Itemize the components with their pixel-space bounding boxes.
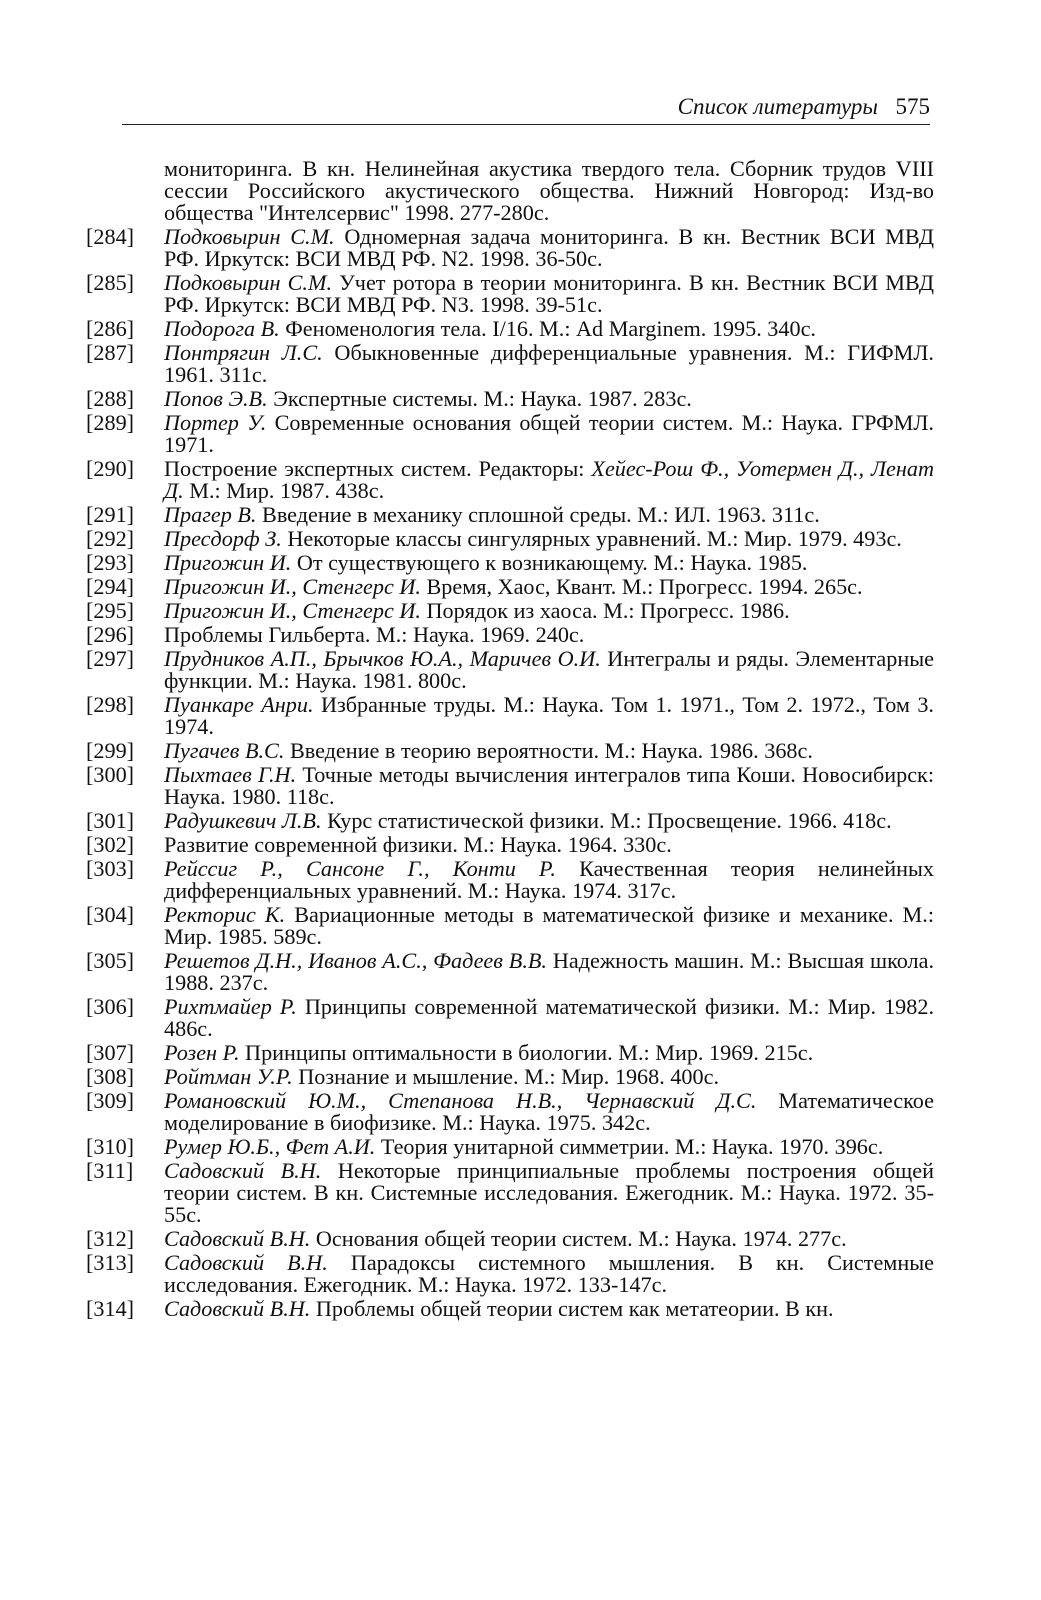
reference-text (164, 318, 934, 340)
reference-number: [284] (86, 224, 135, 249)
reference-number: [286] (86, 316, 135, 341)
reference-authors: Пресдорф З. (164, 526, 282, 551)
reference-authors: Рихтмайер Р. (164, 994, 297, 1019)
reference-entry (86, 764, 934, 808)
reference-authors: Садовский В.Н. (164, 1250, 328, 1275)
reference-details: Теория унитарной симметрии. М.: Наука. 1970. 396с. (375, 1134, 884, 1159)
reference-details: От существующего к возникающему. М.: Наука. 1985. (291, 550, 808, 575)
reference-text (164, 1136, 934, 1158)
reference-entry (86, 996, 934, 1040)
reference-authors: Пуанкаре Анри. (164, 692, 314, 717)
reference-entry (86, 576, 934, 598)
reference-text (164, 764, 934, 808)
reference-entry (86, 412, 934, 456)
reference-text (164, 576, 934, 598)
reference-entry (86, 694, 934, 738)
reference-authors: Садовский В.Н. (164, 1226, 311, 1251)
reference-number: [296] (86, 622, 135, 647)
reference-number: [294] (86, 574, 135, 599)
reference-number: [301] (86, 808, 135, 833)
reference-details: Парадоксы системного мышления. В кн. Системные исследования. Ежегодник. М.: Наука. 1972. 133-147с. (164, 1250, 934, 1297)
reference-entry (86, 1066, 934, 1088)
reference-authors: Подорога В. (164, 316, 280, 341)
reference-number: [297] (86, 646, 135, 671)
reference-details: Порядок из хаоса. М.: Прогресс. 1986. (420, 598, 790, 623)
reference-details: Избранные труды. М.: Наука. Том 1. 1971., Том 2. 1972., Том 3. 1974. (164, 692, 934, 739)
reference-entry (86, 740, 934, 762)
page-header (122, 88, 930, 125)
reference-text (164, 834, 934, 856)
reference-authors: Садовский В.Н. (164, 1296, 311, 1321)
reference-number: [293] (86, 550, 135, 575)
reference-details: Курс статистической физики. М.: Просвещение. 1966. 418с. (321, 808, 892, 833)
reference-entry (86, 272, 934, 316)
reference-entry (86, 1090, 934, 1134)
reference-details: Надежность машин. М.: Высшая школа. 1988. 237с. (164, 948, 934, 995)
reference-authors: Рейссиг Р., Сансоне Г., Конти Р. (164, 856, 556, 881)
reference-number: [295] (86, 598, 135, 623)
reference-number: [314] (86, 1296, 135, 1321)
reference-text (164, 1228, 934, 1250)
reference-number: [303] (86, 856, 135, 881)
reference-number: [299] (86, 738, 135, 763)
reference-text (164, 272, 934, 316)
reference-number: [287] (86, 340, 135, 365)
reference-text (164, 1090, 934, 1134)
reference-number: [306] (86, 994, 135, 1019)
reference-text (164, 810, 934, 832)
reference-details: Время, Хаос, Квант. М.: Прогресс. 1994. 265с. (420, 574, 863, 599)
reference-entry (86, 504, 934, 526)
reference-details: Некоторые классы сингулярных уравнений. М.: Мир. 1979. 493с. (281, 526, 902, 551)
reference-number: [305] (86, 948, 135, 973)
reference-authors: Понтрягин Л.С. (164, 340, 323, 365)
reference-authors: Румер Ю.Б., Фет А.И. (164, 1134, 376, 1159)
reference-entry (86, 904, 934, 948)
reference-details: Интегралы и ряды. Элементарные функции. М.: Наука. 1981. 800с. (164, 646, 934, 693)
reference-entry (86, 342, 934, 386)
reference-number: [298] (86, 692, 135, 717)
reference-text (164, 504, 934, 526)
reference-details: Точные методы вычисления интегралов типа Коши. Новосибирск: Наука. 1980. 118с. (164, 762, 934, 809)
reference-authors: Романовский Ю.М., Степанова Н.В., Чернавский Д.С. (164, 1088, 757, 1113)
reference-text (164, 342, 934, 386)
reference-text (164, 1042, 934, 1064)
reference-text (164, 624, 934, 646)
reference-number: [290] (86, 456, 135, 481)
reference-details: Некоторые принципиальные проблемы построения общей теории систем. В кн. Системные исследования. Ежегодник. М.: Наука. 1972. 35-55с. (164, 1158, 934, 1227)
reference-details: Одномерная задача мониторинга. В кн. Вестник ВСИ МВД РФ. Иркутск: ВСИ МВД РФ. N2. 1998. 36-50с. (164, 224, 934, 271)
reference-entry (86, 388, 934, 410)
reference-authors: Прагер В. (164, 502, 257, 527)
reference-entry (86, 1160, 934, 1226)
reference-number: [311] (86, 1158, 134, 1183)
reference-text (164, 388, 934, 410)
reference-text (164, 528, 934, 550)
continued-reference: мониторинга. В кн. Нелинейная акустика твердого тела. Сборник трудов VIII сессии Российского акустического общества. Нижний Новгород: Изд-во общества "Интелсервис" 1998. 277-280с. (164, 156, 934, 225)
reference-details: Проблемы общей теории систем как метатеории. В кн. (310, 1296, 834, 1321)
reference-text (164, 858, 934, 902)
reference-entry (86, 1136, 934, 1158)
reference-number: [285] (86, 270, 135, 295)
reference-authors: Садовский В.Н. (164, 1158, 322, 1183)
reference-number: [291] (86, 502, 135, 527)
reference-text (164, 648, 934, 692)
reference-entry (86, 458, 934, 502)
reference-number: [292] (86, 526, 135, 551)
reference-authors: Попов Э.В. (164, 386, 268, 411)
reference-details: Проблемы Гильберта. М.: Наука. 1969. 240с. (164, 622, 585, 647)
reference-authors: Розен Р. (164, 1040, 240, 1065)
reference-entry (86, 810, 934, 832)
reference-authors: Пыхтаев Г.Н. (164, 762, 297, 787)
reference-details: Феноменология тела. I/16. М.: Ad Marginem. 1995. 340с. (279, 316, 816, 341)
reference-entry (86, 1252, 934, 1296)
reference-text (164, 740, 934, 762)
reference-number: [289] (86, 410, 135, 435)
reference-authors: Пугачев В.С. (164, 738, 285, 763)
reference-details: Введение в теорию вероятности. М.: Наука. 1986. 368с. (284, 738, 813, 763)
reference-text (164, 996, 934, 1040)
reference-text (164, 458, 934, 502)
reference-number: [307] (86, 1040, 135, 1065)
reference-entry (86, 1228, 934, 1250)
reference-details: Построение экспертных систем. Редакторы: (164, 456, 592, 481)
reference-details: Математическое моделирование в биофизике. М.: Наука. 1975. 342с. (164, 1088, 934, 1135)
reference-editors: Хейес-Рош Ф., Уотермен Д., Ленат Д. (164, 456, 934, 503)
reference-text (164, 1252, 934, 1296)
reference-text (164, 950, 934, 994)
reference-entry (86, 624, 934, 646)
reference-entry (86, 600, 934, 622)
reference-authors: Пригожин И., Стенгерс И. (164, 598, 421, 623)
page-number: 575 (895, 94, 930, 119)
reference-number: [312] (86, 1226, 135, 1251)
reference-authors: Ректорис К. (164, 902, 286, 927)
reference-text (164, 1066, 934, 1088)
reference-text (164, 412, 934, 456)
reference-text (164, 600, 934, 622)
reference-text (164, 552, 934, 574)
reference-details: Основания общей теории систем. М.: Наука. 1974. 277с. (310, 1226, 847, 1251)
reference-entry (86, 1042, 934, 1064)
reference-authors: Пригожин И., Стенгерс И. (164, 574, 421, 599)
reference-entry (86, 834, 934, 856)
reference-number: [288] (86, 386, 135, 411)
reference-authors: Портер У. (164, 410, 267, 435)
reference-authors: Подковырин С.М. (164, 224, 335, 249)
reference-number: [300] (86, 762, 135, 787)
running-title: Список литературы (677, 94, 878, 119)
reference-text (164, 694, 934, 738)
reference-list (86, 158, 934, 1322)
reference-entry (86, 318, 934, 340)
reference-authors: Решетов Д.Н., Иванов А.С., Фадеев В.В. (164, 948, 547, 973)
reference-authors: Прудников А.П., Брычков Ю.А., Маричев О.И. (164, 646, 601, 671)
reference-number: [309] (86, 1088, 135, 1113)
reference-number: [313] (86, 1250, 135, 1275)
reference-entry (86, 552, 934, 574)
reference-details: Познание и мышление. М.: Мир. 1968. 400с. (292, 1064, 720, 1089)
reference-entry (86, 648, 934, 692)
reference-text (164, 1298, 934, 1320)
reference-publisher: М.: Мир. 1987. 438с. (183, 478, 385, 503)
reference-number: [302] (86, 832, 135, 857)
reference-entry (86, 1298, 934, 1320)
reference-number: [308] (86, 1064, 135, 1089)
reference-number: [310] (86, 1134, 135, 1159)
reference-entry (86, 858, 934, 902)
reference-authors: Ройтман У.Р. (164, 1064, 293, 1089)
reference-text (164, 1160, 934, 1226)
reference-text (164, 904, 934, 948)
reference-details: Учет ротора в теории мониторинга. В кн. Вестник ВСИ МВД РФ. Иркутск: ВСИ МВД РФ. N3. 1998. 39-51с. (164, 270, 935, 317)
reference-details: Экспертные системы. М.: Наука. 1987. 283с. (267, 386, 692, 411)
reference-entry (86, 226, 934, 270)
reference-details: Введение в механику сплошной среды. М.: ИЛ. 1963. 311с. (256, 502, 820, 527)
reference-number: [304] (86, 902, 135, 927)
reference-details: Развитие современной физики. М.: Наука. 1964. 330с. (164, 832, 672, 857)
reference-text (164, 226, 934, 270)
reference-details: Принципы современной математической физики. М.: Мир. 1982. 486с. (164, 994, 935, 1041)
reference-details: Принципы оптимальности в биологии. М.: Мир. 1969. 215с. (239, 1040, 814, 1065)
reference-entry (86, 528, 934, 550)
reference-authors: Радушкевич Л.В. (164, 808, 322, 833)
reference-authors: Пригожин И. (164, 550, 292, 575)
reference-details: Современные основания общей теории систем. М.: Наука. ГРФМЛ. 1971. (164, 410, 934, 457)
reference-authors: Подковырин С.М. (164, 270, 332, 295)
reference-entry (86, 950, 934, 994)
reference-details: Вариационные методы в математической физике и механике. М.: Мир. 1985. 589с. (164, 902, 934, 949)
reference-details: Обыкновенные дифференциальные уравнения. М.: ГИФМЛ. 1961. 311с. (164, 340, 934, 387)
reference-details: Качественная теория нелинейных дифференциальных уравнений. М.: Наука. 1974. 317с. (164, 856, 935, 903)
